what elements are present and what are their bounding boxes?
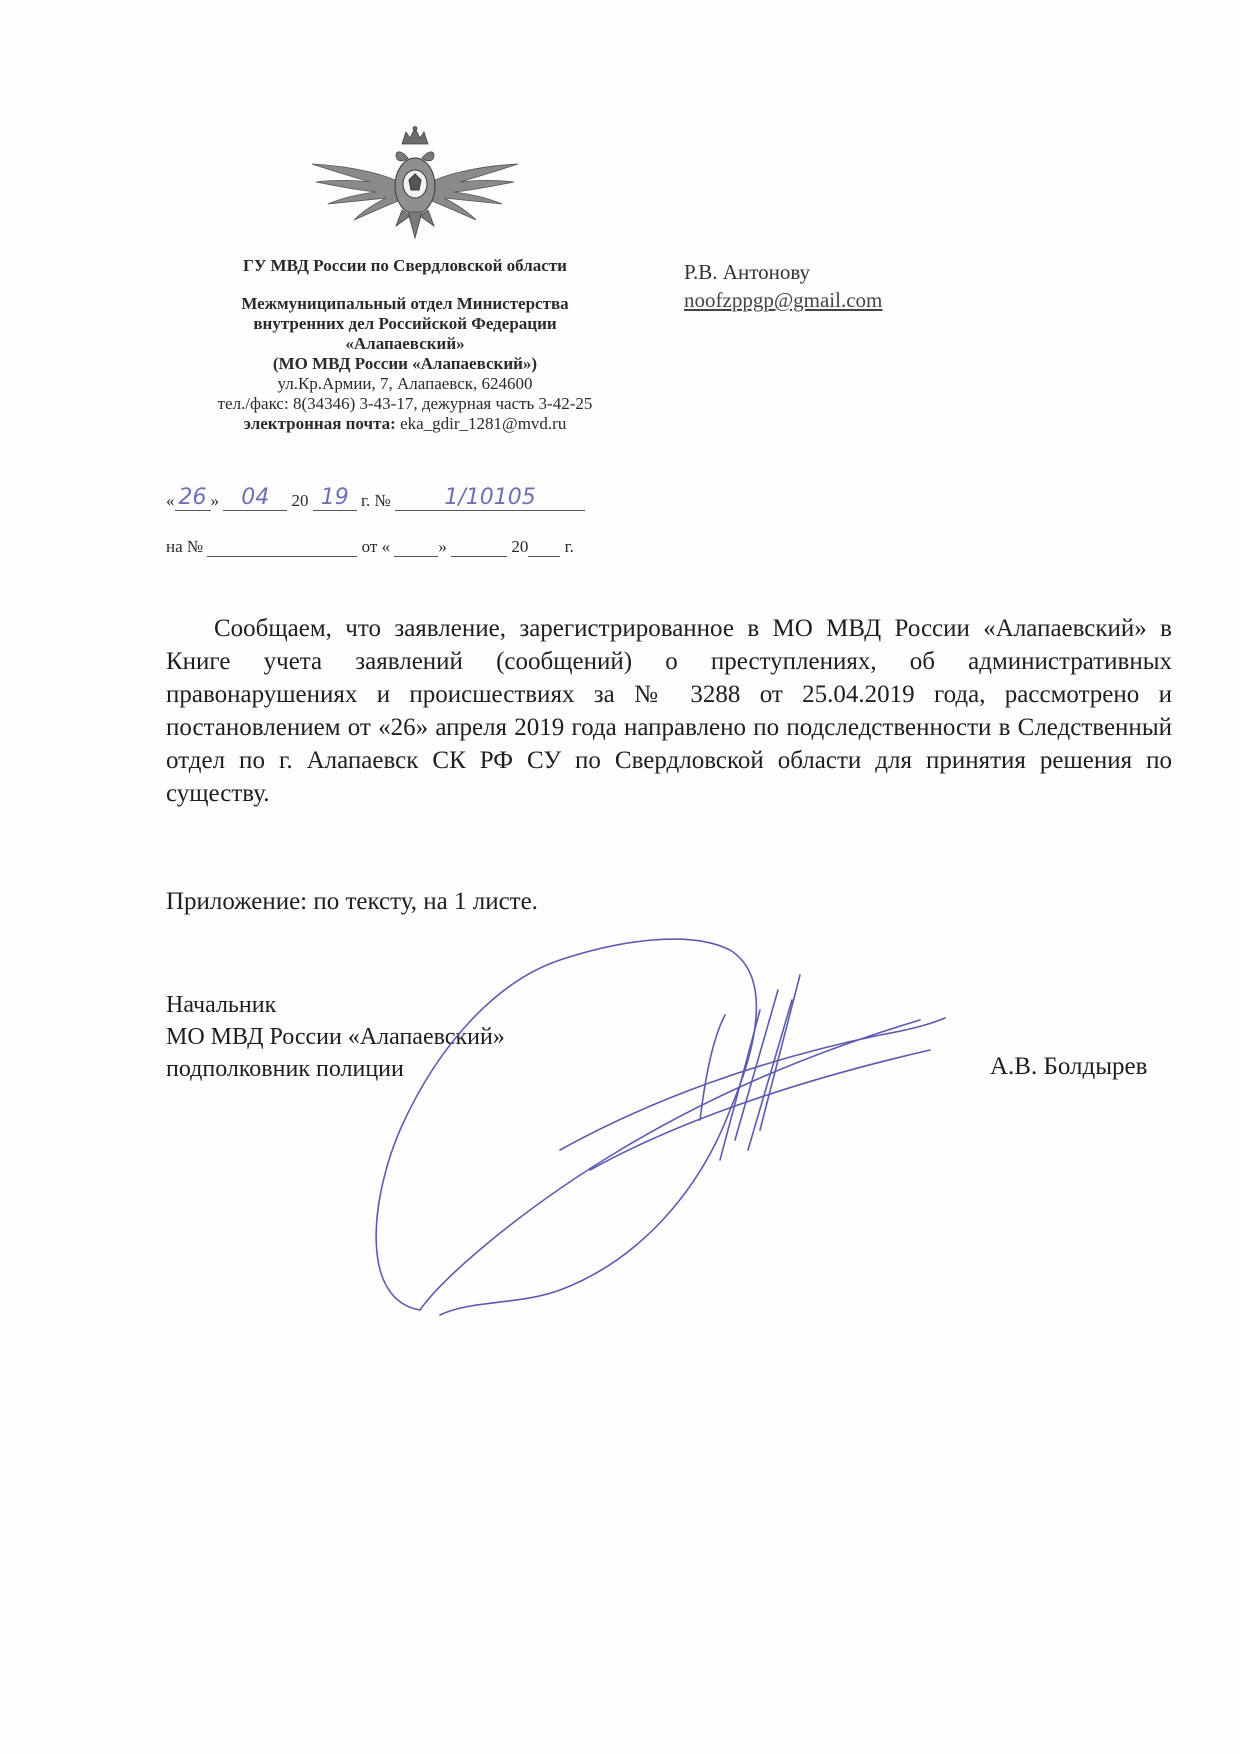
open-quote: « [166,491,175,510]
reference-year-prefix: 20 [511,537,529,556]
outgoing-number-handwritten: 1/10105 [444,485,536,510]
year-prefix: 20 [291,491,309,510]
department-address: ул.Кр.Армии, 7, Алапаевск, 624600 [277,374,533,393]
reference-g-label: г. [564,537,574,556]
mvd-emblem-icon [310,126,520,244]
signer-name: А.В. Болдырев [990,1053,1148,1080]
letter-body: Сообщаем, что заявление, зарегистрированное в МО МВД России «Алапаевский» в Книге учета заявлений (сообщений) о преступлениях, об административных правонарушениях и происшествиях за № 3288 от 25.04.2019 года, рассмотрено и постановлением от «26» апреля 2019 года направлено по подследственности в Следственный отдел по г. Алапаевск СК РФ СУ по Свердловской области для принятия решения по существу. [166,615,1172,807]
department-line-3: «Алапаевский» [345,334,465,353]
authority-name: ГУ МВД России по Свердловской области [243,256,567,275]
reference-no-label: на № [166,537,204,556]
reference-year-field [528,536,560,557]
number-label: г. № [361,491,391,510]
close-quote: » [210,491,219,510]
email-label: электронная почта: [243,414,396,433]
month-handwritten: 04 [241,485,270,510]
addressee-block [684,258,882,314]
year-field [313,485,357,511]
department-email [160,414,650,434]
year-handwritten: 19 [320,485,349,510]
signer-position: Начальник [166,992,277,1018]
reference-number-field [207,536,357,557]
reference-from-label: от « [361,537,391,556]
addressee-email-link[interactable]: noofzppgp@gmail.com [684,288,883,312]
day-field [175,485,211,511]
department-phone: тел./факс: 8(34346) 3-43-17, дежурная часть 3-42-25 [217,394,593,413]
email-value: eka_gdir_1281@mvd.ru [400,414,567,433]
day-handwritten: 26 [178,485,207,510]
department-line-2: внутренних дел Российской Федерации [253,314,557,333]
signature-block [166,989,505,1085]
reference-number-row [166,536,574,557]
attachment-note: Приложение: по тексту, на 1 листе. [166,888,538,915]
outgoing-number-field [395,485,585,511]
reference-month-field [451,536,507,557]
reference-close-quote: » [438,537,447,556]
department-short-name: (МО МВД России «Алапаевский») [272,354,538,373]
department-line-1: Межмуниципальный отдел Министерства [241,294,569,313]
signer-unit: МО МВД России «Алапаевский» [166,1024,505,1050]
reference-day-field [394,536,438,557]
addressee-name: Р.В. Антонову [684,260,811,284]
month-field [223,485,287,511]
outgoing-number-row [166,485,585,511]
signer-rank: подполковник полиции [166,1056,404,1082]
letterhead [160,256,650,434]
